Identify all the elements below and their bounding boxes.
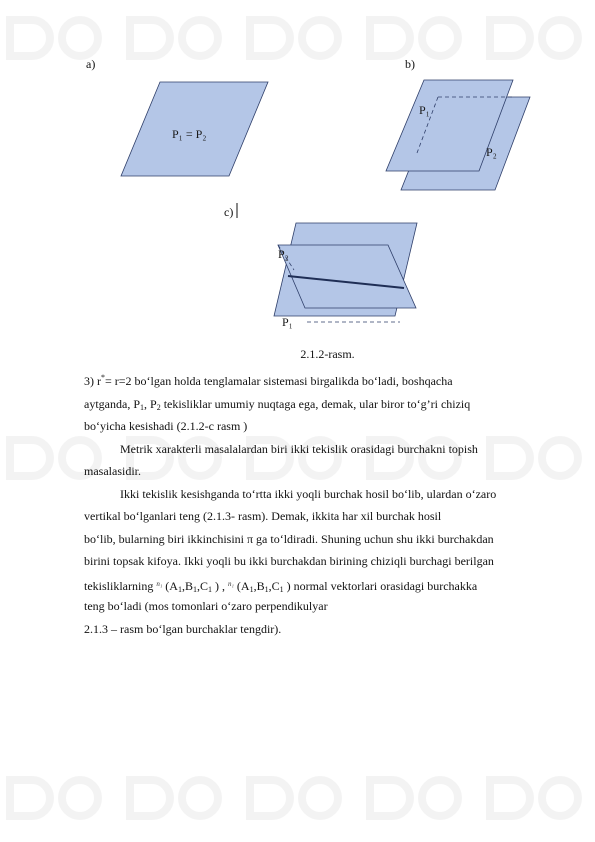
l10-h: ,C	[268, 578, 280, 593]
l10-sub-a: 1	[177, 584, 182, 594]
label-c-p2: P₂	[278, 247, 289, 261]
figure-2-1-2	[0, 0, 595, 340]
text-line-5: masalasidir.	[84, 464, 141, 478]
l10-d: ,C	[196, 578, 208, 593]
l10-sub-b: 1	[192, 584, 197, 594]
label-b-p1: P₁	[419, 103, 430, 117]
l1-a: 3) r	[84, 374, 101, 388]
l1-b: = r=2 bo‘lgan holda tenglamalar sistemasi birgalikda bo‘ladi, boshqacha	[105, 374, 453, 388]
text-line-4: Metrik xarakterli masalalardan biri ikki tekislik orasidagi burchakni topish	[120, 441, 478, 456]
label-a: a)	[86, 57, 96, 71]
l10-sub-d: 1	[249, 584, 254, 594]
l10-b: (A	[162, 578, 178, 593]
l10-sub-f: 1	[279, 584, 284, 594]
text-line-6: Ikki tekislik kesishganda to‘rtta ikki yoqli burchak hosil bo‘lib, ulardan o‘zaro	[120, 486, 497, 501]
text-line-2	[84, 393, 568, 416]
normal-vector-n2: n₁	[227, 579, 234, 588]
l1-sup: *	[101, 373, 105, 382]
l2-sub2: 2	[156, 402, 161, 412]
text-line-11: teng bo‘ladi (mos tomonlari o‘zaro perpendikulyar	[84, 599, 328, 613]
planes-diagram	[0, 0, 595, 340]
l2-c: tekisliklar umumiy nuqtaga ega, demak, ular biror to‘g’ri chiziq	[160, 396, 471, 411]
l10-e: ) ,	[211, 578, 225, 593]
text-line-8: bo‘lib, bularning biri ikkinchisini π ga to‘ldiradi. Shuning uchun shu ikki burchakdan	[84, 531, 494, 546]
l10-g: ,B	[253, 578, 265, 593]
label-c: c)	[224, 205, 234, 219]
text-line-3: bo‘yicha kesishadi (2.1.2-c rasm )	[84, 419, 248, 433]
text-line-9: birini topsak kifoya. Ikki yoqli bu ikki burchakdan birining chiziqli burchagi berilgan	[84, 554, 494, 568]
label-c-p1: P₁	[282, 315, 293, 329]
text-line-10	[84, 573, 568, 596]
l10-c: ,B	[181, 578, 193, 593]
body-text	[84, 370, 568, 640]
text-line-1	[84, 370, 568, 393]
l2-b: , P	[144, 396, 157, 411]
label-plane-a: P₁ = P₂	[172, 127, 207, 141]
l10-sub-e: 1	[264, 584, 269, 594]
normal-vector-n1: n₁	[156, 579, 163, 588]
l10-sub-c: 1	[207, 584, 212, 594]
figure-caption: 2.1.2-rasm.	[300, 347, 355, 361]
text-line-7: vertikal bo‘lganlari teng (2.1.3- rasm). Demak, ikkita har xil burchak hosil	[84, 509, 442, 523]
l10-i: ) normal vektorlari orasidagi burchakka	[283, 578, 478, 593]
l10-f: (A	[233, 578, 250, 593]
label-b-p2: P₂	[486, 145, 497, 159]
l10-a: tekisliklarning	[84, 578, 154, 593]
text-line-12: 2.1.3 – rasm bo‘lgan burchaklar tengdir).	[84, 621, 282, 636]
l2-a: aytganda, P	[84, 396, 140, 411]
l2-sub1: 1	[140, 402, 144, 412]
label-b: b)	[405, 57, 415, 71]
